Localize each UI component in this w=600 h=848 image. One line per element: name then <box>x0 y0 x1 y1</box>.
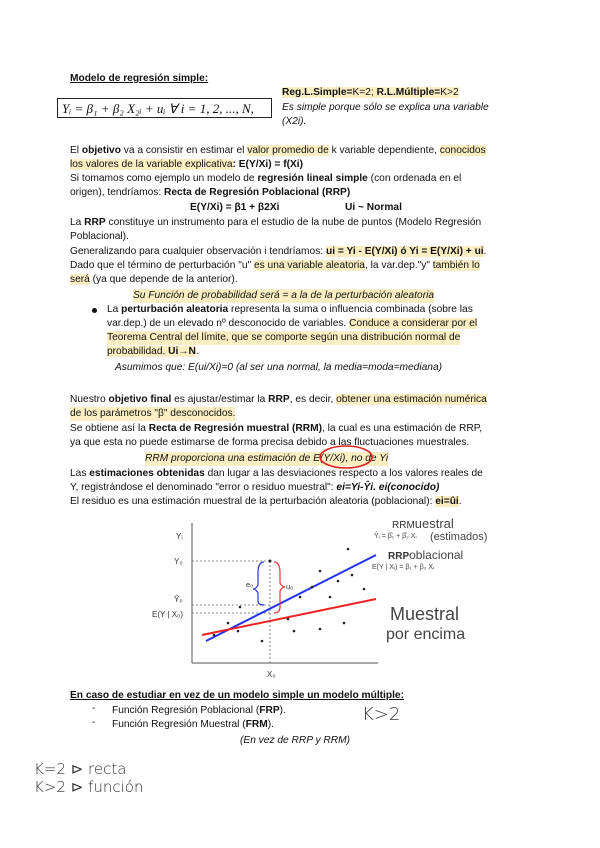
point <box>343 622 346 625</box>
point <box>237 630 240 633</box>
point <box>261 640 264 643</box>
rrm-hand-note: (estimados) <box>430 531 488 543</box>
u0-label: u₀ <box>286 582 294 591</box>
point <box>337 580 340 583</box>
point <box>319 570 322 573</box>
para-rrp-1: La RRP constituye un instrumento para el estudio de la nube de puntos (Modelo Regresión <box>70 217 482 228</box>
e0-label: e₀ <box>246 580 254 589</box>
para-example-2: origen), tendríamos: Recta de Regresión Poblacional (RRP) <box>70 187 351 198</box>
para-random-2: será (ya que depende de la anterior). <box>70 274 238 285</box>
para-rrm-estimation: RRM proporciona una estimación de E(Y/Xi), no de Yi <box>145 453 389 464</box>
bullet-line-4: probabilidad. Ui→N. <box>107 346 199 357</box>
point <box>239 606 242 609</box>
simple-note-2: (X2i). <box>282 116 307 127</box>
brace-e0 <box>253 562 264 605</box>
para-rrm-2: ya que esta no puede estimarse de forma precisa debido a las fluctuaciones muestrales. <box>70 437 470 448</box>
para-final-2: de los parámetros "β" desconocidos. <box>70 408 236 419</box>
rrp-label: RRPoblacional <box>388 548 464 562</box>
point <box>347 548 350 551</box>
para-residual: El residuo es una estimación muestral de la perturbación aleatoria (poblacional): ei=ûi. <box>70 496 462 507</box>
regression-diagram <box>140 515 580 685</box>
para-random-1: Dado que el término de perturbación "u" es una variable aleatoria, la var.dep."y" también lo <box>70 260 480 271</box>
reg-multiple-label: R.L.Múltiple= <box>373 87 441 98</box>
point <box>363 588 366 591</box>
bullet-dot <box>92 308 97 313</box>
eq-normal: Ui ~ Normal <box>345 202 402 213</box>
multi-item-frm: Función Regresión Muestral (FRM). <box>112 719 274 730</box>
bullet-line-3: Teorema Central del límite, que se comporte según una distribución normal de <box>107 332 461 343</box>
reg-simple-value: K=2; <box>352 87 374 98</box>
dash-2: - <box>92 717 96 728</box>
para-example-1: Si tomamos como ejemplo un modelo de regresión lineal simple (con ordenada en el <box>70 173 462 184</box>
multi-note: (En vez de RRP y RRM) <box>240 735 351 746</box>
para-objective-2: los valores de la variable explicativa: E(Y/Xi) = f(Xi) <box>70 159 303 170</box>
bullet-line-2: var.dep.) de un elevado nº desconocido de variables. Conduce a considerar por el <box>107 318 478 329</box>
point <box>319 628 322 631</box>
point <box>269 560 272 563</box>
y-axis-label: Yᵢ <box>176 532 183 541</box>
page-title: Modelo de regresión simple: <box>70 73 209 84</box>
para-probability: Su Función de probabilidad será = a la de la perturbación aleatoria <box>133 290 435 301</box>
hand-k-greater: K>2 <box>362 704 401 725</box>
para-rrp-2: Poblacional). <box>70 231 129 242</box>
point <box>351 574 354 577</box>
para-estimations-2: Y, registrándose el denominado "error o residuo muestral": ei=Yi-Ŷi. ei(conocido) <box>70 482 440 493</box>
point <box>287 618 290 621</box>
point <box>329 596 332 599</box>
eq-population: E(Y/Xi) = β1 + β2Xi <box>190 202 280 213</box>
simple-note-1: Es simple porque sólo se explica una variable <box>282 102 489 113</box>
multi-item-frp: Función Regresión Poblacional (FRP). <box>112 705 286 716</box>
para-general: Generalizando para cualquier observación i tendríamos: ui = Yi - E(Y/Xi) ó Yi = E(Y/Xi) + ui. <box>70 246 487 257</box>
hand-footer-2: K>2 ⊳ función <box>34 778 144 796</box>
reg-multiple-value: K>2 <box>440 87 459 98</box>
assumption: Asumimos que: E(ui/Xi)=0 (al ser una normal, la media=moda=mediana) <box>115 362 443 373</box>
regression-formula: Yᵢ = β₁ + β₂ X₂ᵢ + uᵢ ∀ i = 1, 2, ..., N, <box>57 98 272 118</box>
point <box>311 586 314 589</box>
multi-title: En caso de estudiar en vez de un modelo simple un modelo múltiple: <box>70 690 404 701</box>
rrp-eq: E(Y | Xᵢ) = β₁ + β₂ Xᵢ <box>372 564 435 571</box>
dash-1: - <box>92 703 96 714</box>
para-estimations-1: Las estimaciones obtenidas dan lugar a las desviaciones respecto a los valores reales de <box>70 468 483 479</box>
rrp-line <box>202 599 376 635</box>
para-final-1: Nuestro objetivo final es ajustar/estimar la RRP, es decir, obtener una estimación numérica <box>70 394 487 405</box>
para-rrm-1: Se obtiene así la Recta de Regresión muestral (RRM), la cual es una estimación de RRP, <box>70 423 483 434</box>
x0-label: X₀ <box>267 670 276 679</box>
point <box>299 596 302 599</box>
note-muestral: Muestral <box>390 604 460 624</box>
para-objective-1: El objetivo va a consistir en estimar el valor promedio de k variable dependiente, conocidos <box>70 145 486 156</box>
yhat-label: Ŷ₀ <box>174 595 183 604</box>
reg-types-line <box>282 86 459 100</box>
rrm-eq: Ŷᵢ = β̂₁ + β̂₂ Xᵢ <box>374 533 417 540</box>
rrm-label: RRMuestral <box>392 516 454 531</box>
y0-label: Y₀ <box>174 557 183 566</box>
point <box>293 630 296 633</box>
point <box>227 622 230 625</box>
point <box>213 634 216 637</box>
hand-footer-1: K=2 ⊳ recta <box>34 760 127 778</box>
note-por-encima: por encima <box>386 626 466 643</box>
reg-simple-label: Reg.L.Simple= <box>282 87 353 98</box>
bullet-line-1: La perturbación aleatoria representa la suma o influencia combinada (sobre las <box>107 304 473 315</box>
ey-label: E(Y | X₀) <box>152 610 184 619</box>
